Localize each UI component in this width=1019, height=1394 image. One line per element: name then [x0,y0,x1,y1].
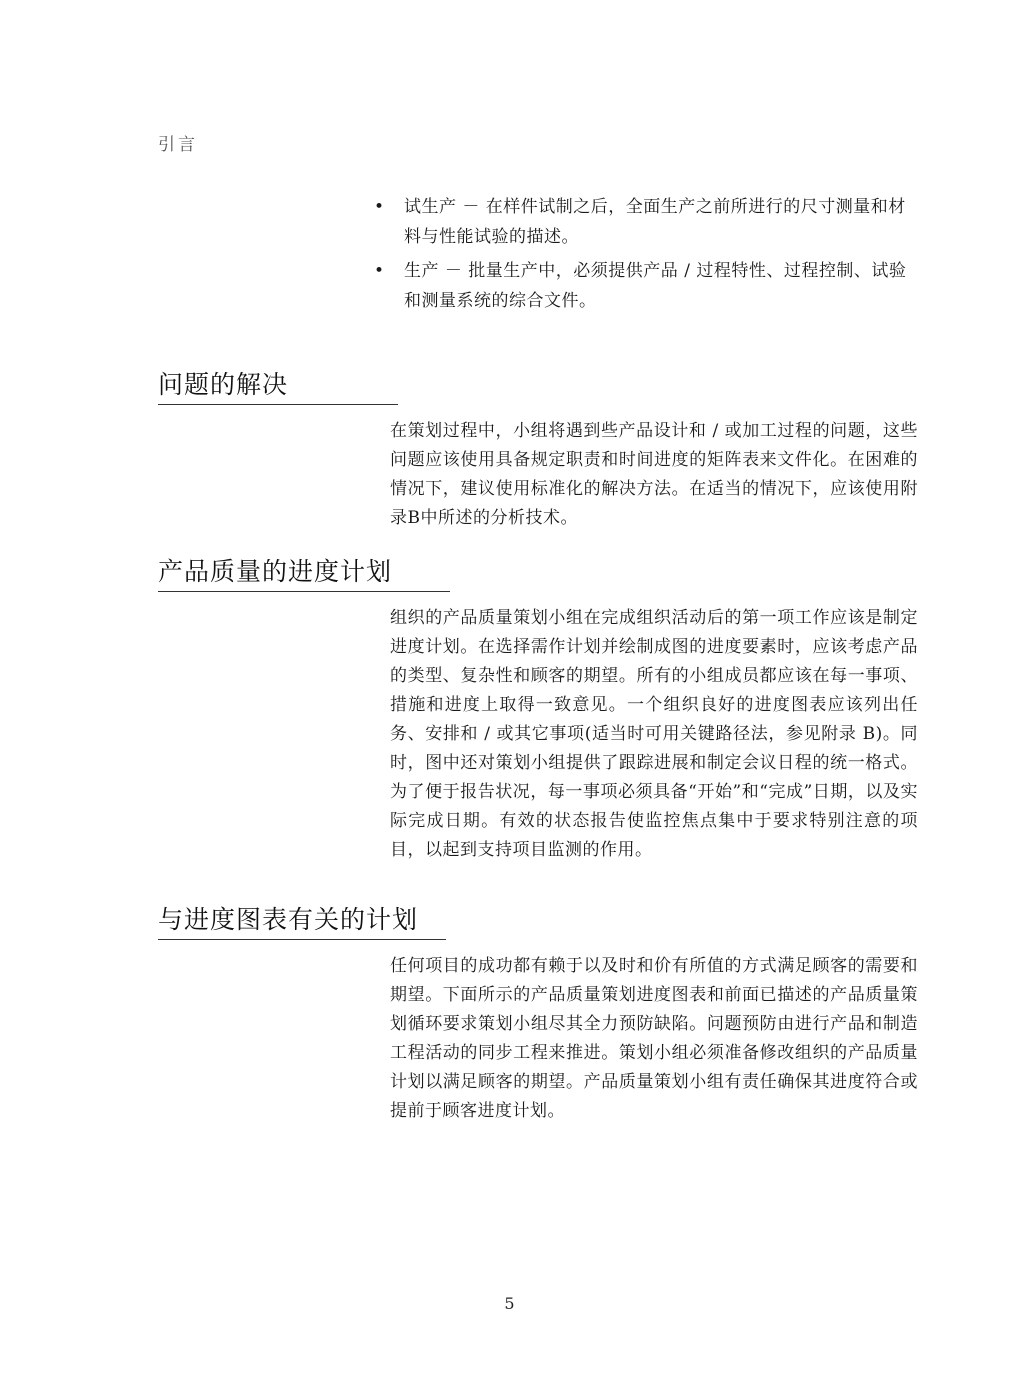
running-header: 引言 [158,135,198,155]
bullet-dot-icon: • [374,197,385,217]
bullet-list [372,192,920,320]
section-heading: 问题的解决 [158,370,289,399]
heading-underline [158,591,450,592]
bullet-item-trial-production [372,192,920,252]
section-body: 组织的产品质量策划小组在完成组织活动后的第一项工作应该是制定进度计划。在选择需作计划并绘制成图的进度要素时，应该考虑产品的类型、复杂性和顾客的期望。所有的小组成员都应该在每一事项、措施和进度上取得一致意见。一个组织良好的进度图表应该列出任务、安排和 / 或其它事项(适当时可用关键路径法，参见附录 B)。同时，图中还对策划小组提供了跟踪进展和制定会议日程的统一格式。为了便于报告状况，每一事项必须具备“开始”和“完成”日期，以及实际完成日期。有效的状态报告使监控焦点集中于要求特别注意的项目，以起到支持项目监测的作用。 [390,608,918,860]
bullet-text: 试生产 － 在样件试制之后，全面生产之前所进行的尺寸测量和材料与性能试验的描述。 [404,197,906,247]
bullet-item-production [372,256,920,316]
section-body: 在策划过程中，小组将遇到些产品设计和 / 或加工过程的问题，这些问题应该使用具备规定职责和时间进度的矩阵表来文件化。在困难的情况下，建议使用标准化的解决方法。在适当的情况下，应该使用附录B中所述的分析技术。 [390,421,918,528]
section-product-quality-timing [158,555,920,865]
bullet-dot-icon: • [374,261,385,281]
section-problem-solving [158,368,920,533]
bullet-text: 生产 － 批量生产中，必须提供产品 / 过程特性、过程控制、试验和测量系统的综合文件。 [404,261,907,311]
section-heading: 产品质量的进度计划 [158,557,393,586]
section-body: 任何项目的成功都有赖于以及时和价有所值的方式满足顾客的需要和期望。下面所示的产品质量策划进度图表和前面已描述的产品质量策划循环要求策划小组尽其全力预防缺陷。问题预防由进行产品和制造工程活动的同步工程来推进。策划小组必须准备修改组织的产品质量计划以满足顾客的期望。产品质量策划小组有责任确保其进度符合或提前于顾客进度计划。 [390,956,918,1121]
section-heading: 与进度图表有关的计划 [158,905,419,934]
page-number: 5 [504,1294,515,1313]
heading-underline [158,404,398,405]
heading-underline [158,939,446,940]
section-timing-chart-plans [158,903,920,1126]
